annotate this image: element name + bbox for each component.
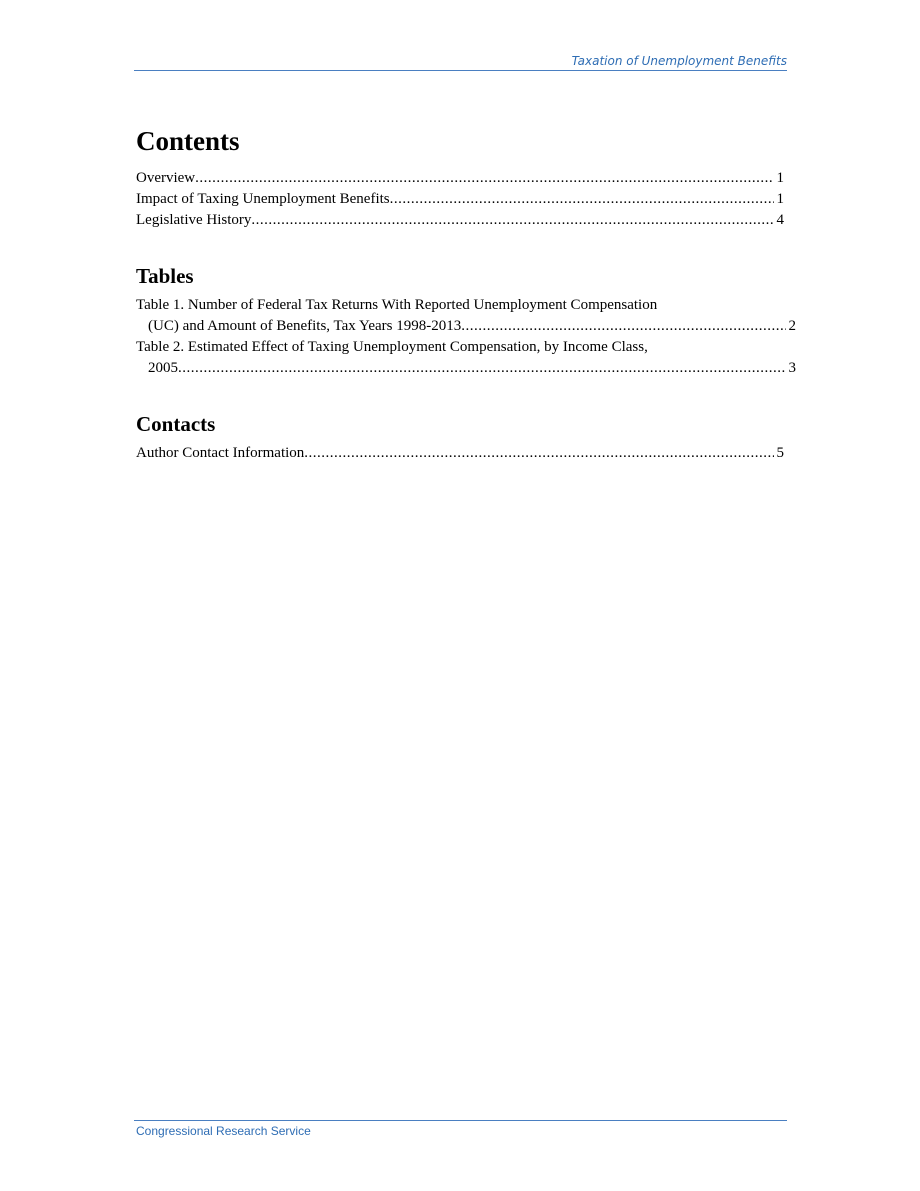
tables-heading: Tables xyxy=(136,264,194,288)
toc-entry-page: 1 xyxy=(776,191,784,207)
toc-entry-label-continued[interactable]: 2005 xyxy=(148,360,178,376)
toc-entry-label[interactable]: Legislative History xyxy=(136,212,252,228)
contents-list xyxy=(136,168,784,231)
toc-entry-impact[interactable] xyxy=(136,189,784,210)
toc-entry-label[interactable]: Overview xyxy=(136,170,196,186)
toc-entry-label-continued[interactable]: (UC) and Amount of Benefits, Tax Years 1998-2013 xyxy=(148,318,462,334)
toc-entry-page: 4 xyxy=(776,212,784,228)
toc-entry-table-2[interactable] xyxy=(136,337,796,379)
contacts-section xyxy=(136,411,784,464)
contents-section xyxy=(136,124,784,231)
toc-entry-page: 1 xyxy=(776,170,784,186)
table-of-contents xyxy=(136,124,796,488)
toc-entry-label[interactable]: Table 1. Number of Federal Tax Returns With Reported Unemployment Compensation xyxy=(136,297,658,313)
running-header xyxy=(134,54,787,71)
dot-leader xyxy=(251,210,773,231)
dot-leader xyxy=(461,316,785,337)
running-header-title: Taxation of Unemployment Benefits xyxy=(571,54,787,68)
toc-entry-overview[interactable] xyxy=(136,168,784,189)
dot-leader xyxy=(178,358,786,379)
dot-leader xyxy=(304,443,773,464)
toc-entry-page: 3 xyxy=(788,360,796,376)
dot-leader xyxy=(390,189,774,210)
footer-publisher: Congressional Research Service xyxy=(136,1124,311,1138)
running-footer xyxy=(134,1120,787,1138)
toc-entry-table-1[interactable] xyxy=(136,295,796,337)
toc-entry-page: 2 xyxy=(788,318,796,334)
dot-leader xyxy=(195,168,773,189)
tables-section xyxy=(136,263,796,379)
toc-entry-label[interactable]: Table 2. Estimated Effect of Taxing Unemployment Compensation, by Income Class, xyxy=(136,339,648,355)
toc-entry-label[interactable]: Author Contact Information xyxy=(136,445,305,461)
contacts-heading: Contacts xyxy=(136,412,216,436)
contents-heading: Contents xyxy=(136,126,240,156)
toc-entry-author-contact[interactable] xyxy=(136,443,784,464)
contacts-list xyxy=(136,443,784,464)
toc-entry-page: 5 xyxy=(776,445,784,461)
tables-list xyxy=(136,295,796,379)
toc-entry-label[interactable]: Impact of Taxing Unemployment Benefits xyxy=(136,191,390,207)
toc-entry-legislative-history[interactable] xyxy=(136,210,784,231)
